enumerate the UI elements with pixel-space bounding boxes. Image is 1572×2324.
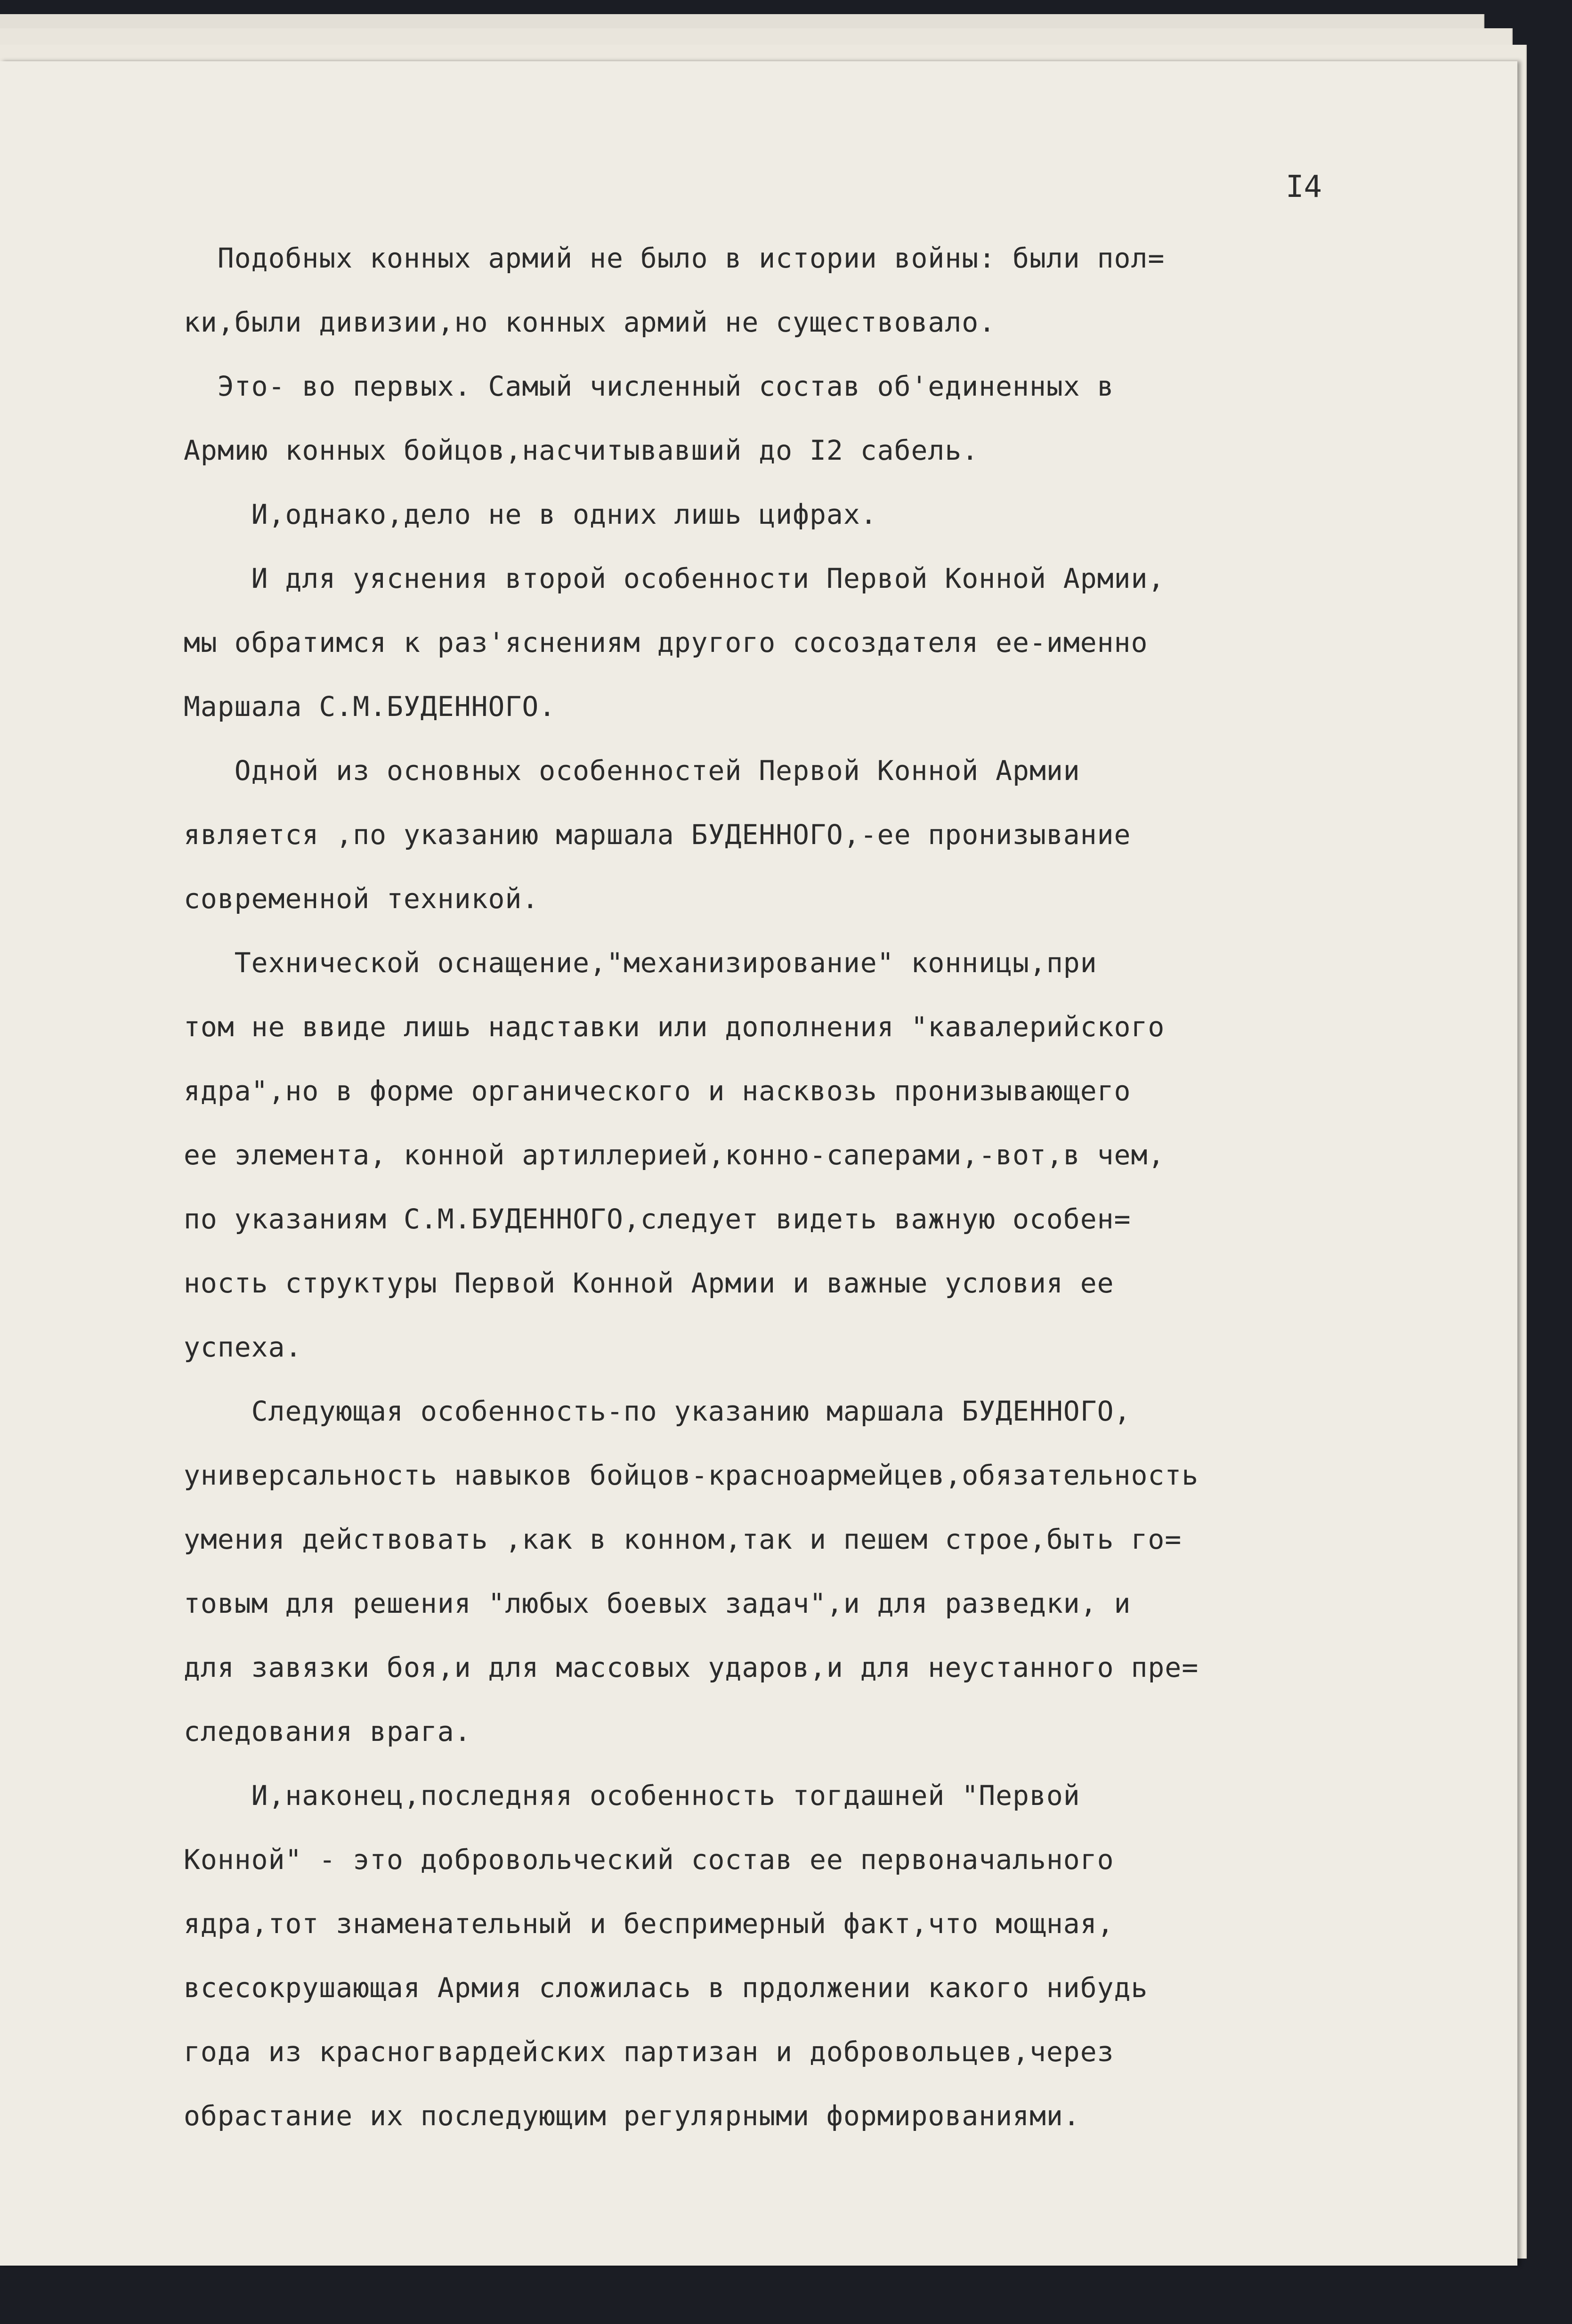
- text-line: умения действовать ,как в конном,так и пешем строе,быть го=: [184, 1523, 1182, 1555]
- text-line: Армию конных бойцов,насчитывавший до I2 сабель.: [184, 434, 979, 466]
- text-line: ядра",но в форме органического и насквозь пронизывающего: [184, 1075, 1131, 1107]
- text-line: товым для решения "любых боевых задач",и для разведки, и: [184, 1587, 1131, 1619]
- text-line: по указаниям С.М.БУДЕННОГО,следует видеть важную особен=: [184, 1203, 1131, 1235]
- text-line: ность структуры Первой Конной Армии и важные условия ее: [184, 1267, 1114, 1299]
- text-line: ее элемента, конной артиллерией,конно-саперами,-вот,в чем,: [184, 1139, 1165, 1171]
- text-line: года из красногвардейских партизан и добровольцев,через: [184, 2036, 1114, 2068]
- text-line: следования врага.: [184, 1715, 471, 1747]
- body-text: [184, 226, 1474, 2148]
- text-line: современной техникой.: [184, 883, 539, 915]
- text-line: И для уяснения второй особенности Первой Конной Армии,: [184, 562, 1165, 594]
- text-line: ки,были дивизии,но конных армий не существовало.: [184, 306, 996, 338]
- text-line: Это- во первых. Самый численный состав об'единенных в: [184, 370, 1114, 402]
- text-line: Конной" - это добровольческий состав ее первоначального: [184, 1844, 1114, 1876]
- text-line: И,наконец,последняя особенность тогдашней "Первой: [184, 1780, 1080, 1812]
- text-line: универсальность навыков бойцов-красноармейцев,обязательность: [184, 1459, 1199, 1491]
- text-line: том не ввиде лишь надставки или дополнения "кавалерийского: [184, 1011, 1165, 1043]
- text-line: всесокрушающая Армия сложилась в прдолжении какого нибудь: [184, 1972, 1148, 2004]
- text-line: Следующая особенность-по указанию маршала БУДЕННОГО,: [184, 1395, 1131, 1427]
- text-line: Технической оснащение,"механизирование" конницы,при: [184, 947, 1097, 979]
- text-line: Одной из основных особенностей Первой Конной Армии: [184, 755, 1080, 787]
- typewritten-page: [0, 61, 1517, 2266]
- text-line: мы обратимся к раз'яснениям другого сосоздателя ее-именно: [184, 626, 1148, 658]
- page-number: I4: [1286, 170, 1322, 204]
- text-line: И,однако,дело не в одних лишь цифрах.: [184, 498, 877, 530]
- text-line: обрастание их последующим регулярными формированиями.: [184, 2100, 1080, 2132]
- text-line: ядра,тот знаменательный и беспримерный факт,что мощная,: [184, 1908, 1114, 1940]
- text-line: Маршала С.М.БУДЕННОГО.: [184, 691, 556, 723]
- text-line: является ,по указанию маршала БУДЕННОГО,-ее пронизывание: [184, 819, 1131, 851]
- text-line: успеха.: [184, 1331, 302, 1363]
- text-line: Подобных конных армий не было в истории войны: были пол=: [184, 242, 1165, 274]
- text-line: для завязки боя,и для массовых ударов,и для неустанного пре=: [184, 1651, 1199, 1683]
